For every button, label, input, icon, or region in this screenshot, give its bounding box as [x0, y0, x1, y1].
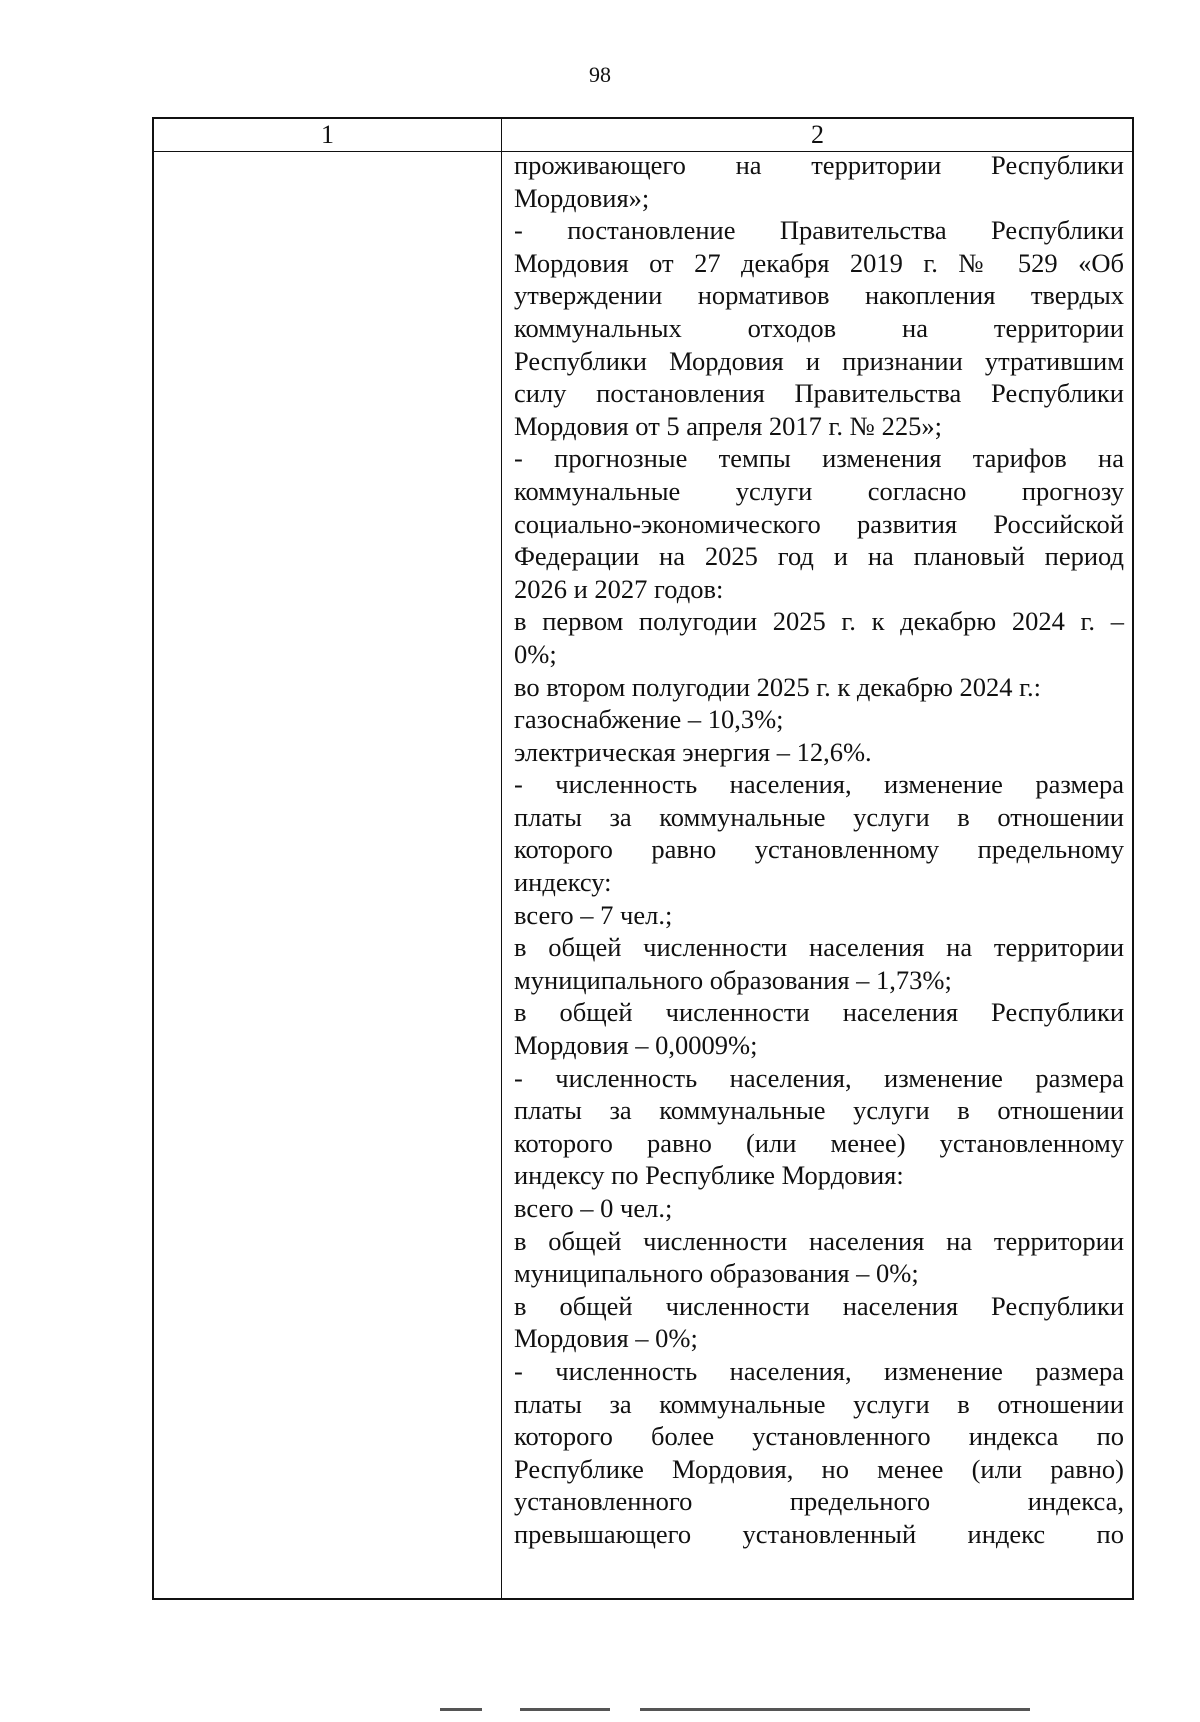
page-number: 98 [589, 62, 611, 87]
text-line: Мордовия»; [514, 182, 650, 213]
text-line: силу постановления Правительства Республики [514, 378, 1124, 409]
footer-scan-mark [440, 1708, 482, 1711]
table-header-row [154, 119, 1132, 152]
text-line: социально-экономического развития Российской [514, 508, 1124, 539]
text-line: в первом полугодии 2025 г. к декабрю 2024 г. – [514, 606, 1124, 637]
footer-scan-mark [520, 1708, 610, 1711]
text-line: всего – 0 чел.; [514, 1193, 673, 1223]
text-line: Республики Мордовия и признании утратившим [514, 345, 1124, 376]
text-line: платы за коммунальные услуги в отношении [514, 801, 1124, 832]
text-line: 0%; [514, 638, 557, 669]
text-line: индексу: [514, 867, 612, 898]
text-line: электрическая энергия – 12,6%. [514, 736, 872, 767]
text-line: в общей численности населения Республики [514, 997, 1124, 1028]
text-line: в общей численности населения на территории [514, 932, 1124, 963]
text-line: Федерации на 2025 год и на плановый период [514, 541, 1124, 572]
text-line: коммунальные услуги согласно прогнозу [514, 475, 1124, 506]
column-header-2: 2 [811, 120, 824, 149]
text-line: платы за коммунальные услуги в отношении [514, 1388, 1124, 1419]
text-line: установленного предельного индекса, [514, 1486, 1124, 1517]
text-line: превышающего установленный индекс по [514, 1518, 1124, 1549]
document-table [152, 117, 1134, 1600]
table-cell-col2 [514, 149, 1124, 1551]
text-line: во втором полугодии 2025 г. к декабрю 2024 г.: [514, 671, 1042, 702]
text-line: Мордовия от 5 апреля 2017 г. № 225»; [514, 410, 942, 441]
text-line: муниципального образования – 0%; [514, 1258, 919, 1289]
text-line: - численность населения, изменение размера [514, 1062, 1124, 1093]
text-line: газоснабжение – 10,3%; [514, 704, 784, 735]
text-line: которого более установленного индекса по [514, 1421, 1124, 1452]
text-line: утверждении нормативов накопления твердых [514, 280, 1124, 311]
text-line: всего – 7 чел.; [514, 899, 673, 930]
text-line: в общей численности населения на территории [514, 1225, 1124, 1256]
text-line: в общей численности населения Республики [514, 1290, 1124, 1321]
text-line: Мордовия от 27 декабря 2019 г. № 529 «Об [514, 247, 1124, 278]
column-header-1: 1 [321, 120, 334, 149]
text-line: Мордовия – 0%; [514, 1323, 698, 1354]
text-line: которого равно (или менее) установленному [514, 1127, 1124, 1158]
text-line: индексу по Республике Мордовия: [514, 1160, 904, 1191]
text-line: проживающего на территории Республики [514, 150, 1124, 180]
text-line: Республике Мордовия, но менее (или равно) [514, 1453, 1124, 1484]
text-line: которого равно установленному предельному [514, 834, 1124, 865]
column-divider [501, 119, 502, 1598]
text-line: - постановление Правительства Республики [514, 215, 1124, 246]
text-line: муниципального образования – 1,73%; [514, 964, 952, 995]
text-line: 2026 и 2027 годов: [514, 573, 724, 604]
text-line: платы за коммунальные услуги в отношении [514, 1095, 1124, 1126]
footer-scan-mark [640, 1708, 1030, 1711]
text-line: Мордовия – 0,0009%; [514, 1030, 758, 1061]
text-line: - численность населения, изменение размера [514, 1355, 1124, 1386]
text-line: коммунальных отходов на территории [514, 312, 1124, 343]
text-line: - прогнозные темпы изменения тарифов на [514, 443, 1124, 474]
text-line: - численность населения, изменение размера [514, 769, 1124, 800]
